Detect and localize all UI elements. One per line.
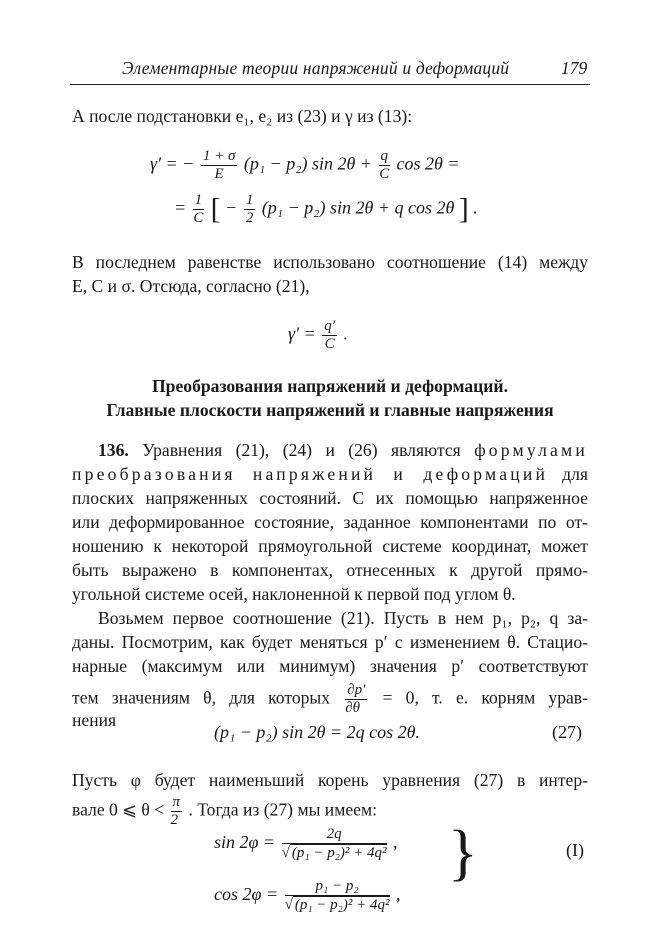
- running-header-title: Элементарные теории напряжений и деформаций: [122, 58, 510, 78]
- formula-gamma-q: γ′ = $\frac{q'}{C}$ .: [288, 318, 348, 352]
- para136-line-2: преобразования напряжений и деформаций для: [72, 464, 588, 484]
- para136-line-7: угольной системе осей, наклоненной к первой под углом θ.: [72, 584, 516, 604]
- para-take-line-5: нения: [72, 710, 117, 730]
- system-I-number: (I): [566, 840, 584, 860]
- remark-line-2: E, C и σ. Отсюда, согласно (21),: [72, 276, 310, 296]
- para-phi-line-1: Пусть φ будет наименьший корень уравнения (27) в интер-: [72, 770, 588, 790]
- para136-line-3: плоских напряженных состояний. С их помощью напряженное: [72, 488, 588, 508]
- equation-27-number: (27): [552, 722, 582, 742]
- system-I-sin: sin 2φ = $\frac{2q}{\text{√ (p₁ − p₂)² + 4q²}}$ ,: [214, 826, 398, 861]
- para-take-line-2: даны. Посмотрим, как будет меняться p′ с изменением θ. Стацио-: [72, 632, 588, 652]
- system-brace: }: [448, 819, 478, 887]
- para-take-line-4: тем значениям θ, для которых $\frac{\partial p'}{\partial\theta}$ = 0, т. е. корням урав-: [72, 682, 588, 716]
- page-number: 179: [561, 58, 588, 78]
- equation-27: (p₁ − p₂) sin 2θ = 2q cos 2θ.: [214, 722, 420, 742]
- paragraph-number: 136.: [98, 440, 129, 460]
- section-heading-line-2: Главные плоскости напряжений и главные напряжения: [106, 400, 554, 420]
- para-phi-line-2: вале 0 ⩽ θ < $\frac{\pi}{2}$ . Тогда из (27) мы имеем:: [72, 794, 377, 828]
- para136-line-6: быть выражено в компонентах, отнесенных к другой прямо-: [72, 560, 588, 580]
- para136-line-1: 136. Уравнения (21), (24) и (26) являются формулами: [98, 440, 589, 460]
- para-take-line-3: нарные (максимум или минимум) значения p′ соответствуют: [72, 656, 588, 676]
- header-rule: [70, 84, 590, 85]
- section-heading-line-1: Преобразования напряжений и деформаций.: [152, 376, 508, 396]
- para-take-line-1: Возьмем первое соотношение (21). Пусть в нем p₁, p₂, q за-: [98, 608, 588, 628]
- para136-line-4: или деформированное состояние, заданное компонентами по от-: [72, 512, 588, 532]
- formula-gamma-prime-line2: = $\frac{1}{C}$ [ − $\frac{1}{2}$ (p₁ − p₂) sin 2θ + q cos 2θ ] .: [174, 192, 478, 226]
- intro-line: А после подстановки e₁, e₂ из (23) и γ из (13):: [72, 106, 413, 126]
- remark-line-1: В последнем равенстве использовано соотношение (14) между: [72, 252, 588, 272]
- para136-line-5: ношению к некоторой прямоугольной системе координат, может: [72, 536, 588, 556]
- formula-gamma-prime-line1: γ′ = − $\frac{1 + \sigma}{E}$ (p₁ − p₂) sin 2θ + $\frac{q}{C}$ cos 2θ =: [150, 148, 460, 182]
- system-I-cos: cos 2φ = $\frac{\text{p₁ − p₂}}{\text{√ (p₁ − p₂)² + 4q²}}$ ,: [214, 878, 401, 913]
